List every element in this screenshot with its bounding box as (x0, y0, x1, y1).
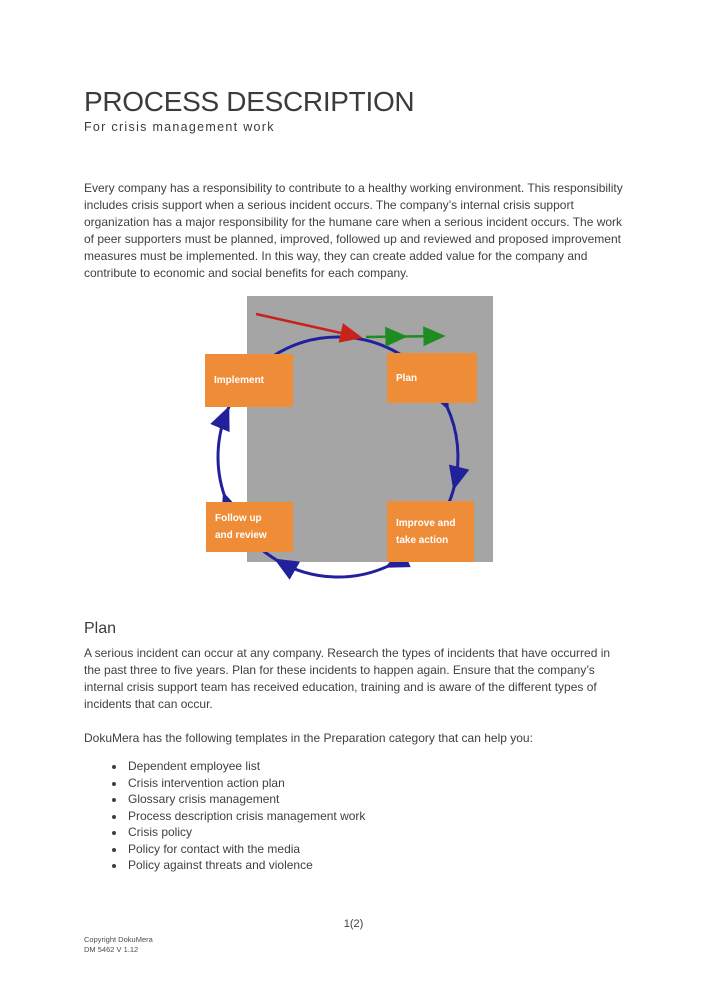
process-step-implement (205, 354, 293, 407)
process-step-label: Improve and take action (396, 517, 456, 546)
process-step-label: Follow up and review (215, 513, 267, 541)
footer (84, 935, 153, 954)
templates-intro: DokuMera has the following templates in the Preparation category that can help you: (84, 731, 533, 745)
list-item: • Crisis policy (126, 824, 608, 841)
list-item: • Crisis intervention action plan (126, 775, 608, 792)
process-step-follow-up (206, 502, 293, 552)
intro-paragraph: Every company has a responsibility to contribute to a healthy working environment. This responsibility includes crisis support when a serious incident occurs. The company’s internal crisis support organization has a major responsibility for the humane care when a serious incident occurs. The work of peer supporters must be planned, improved, followed up and reviewed and proposed improvement measures must be implemented. In this way, they can create added value for the company and contribute to economic and social benefits for each company. (84, 181, 623, 280)
list-item: • Dependent employee list (126, 758, 608, 775)
list-item: • Process description crisis management work (126, 808, 608, 825)
template-list (108, 758, 608, 874)
page-title: PROCESS DESCRIPTION (84, 86, 415, 117)
process-step-label: Plan (396, 372, 418, 384)
section-heading-plan: Plan (84, 620, 117, 637)
green-double-arrow-icon (366, 336, 442, 337)
list-item: • Glossary crisis management (126, 791, 608, 808)
process-step-plan (387, 353, 477, 403)
page-subtitle: For crisis management work (84, 120, 275, 134)
list-item: • Policy for contact with the media (126, 841, 608, 858)
process-step-improve (387, 501, 474, 562)
page-number: 1(2) (343, 918, 364, 930)
process-cycle-diagram (170, 292, 510, 588)
footer-copyright: Copyright DokuMera (84, 935, 153, 944)
process-step-label: Implement (214, 375, 265, 386)
footer-doc-id: DM 5462 V 1.12 (84, 944, 139, 954)
list-item: • Policy against threats and violence (126, 857, 608, 874)
plan-paragraph: A serious incident can occur at any company. Research the types of incidents that have occurred in the past three to five years. Plan for these incidents to happen again. Ensure that the company’s internal crisis support team has received education, training and is aware of the different types of incidents that can occur. (84, 646, 611, 711)
